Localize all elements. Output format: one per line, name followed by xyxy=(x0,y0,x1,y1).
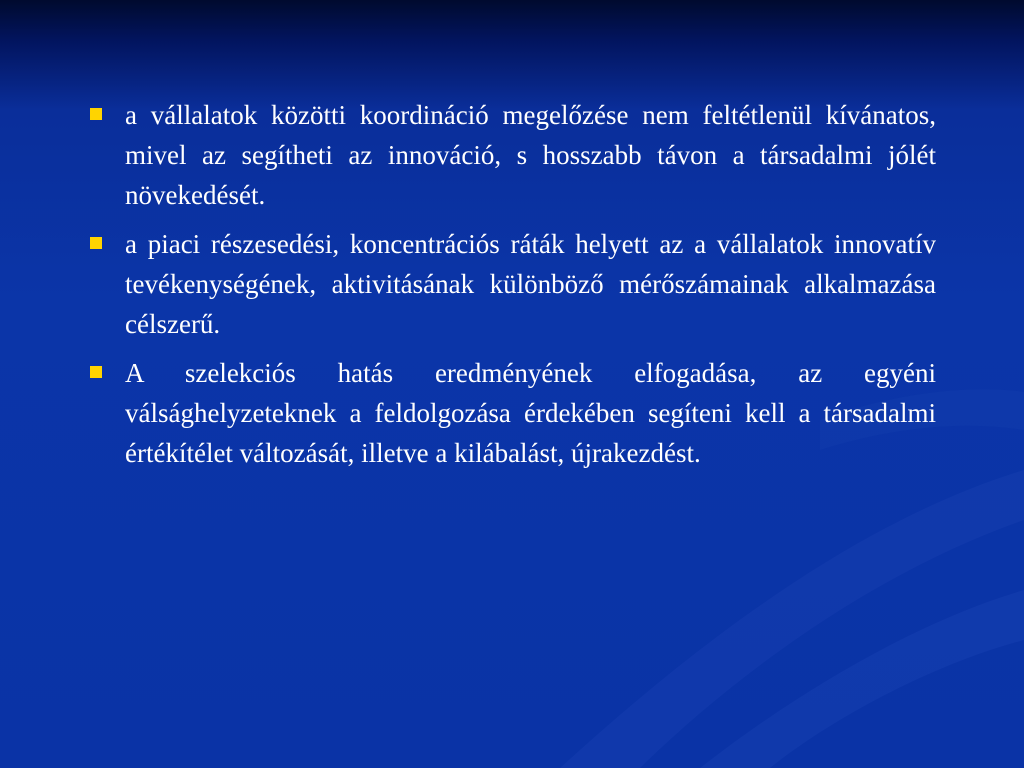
bullet-item xyxy=(88,95,936,215)
square-bullet-icon xyxy=(90,237,102,249)
bullet-item xyxy=(88,353,936,473)
square-bullet-icon xyxy=(90,108,102,120)
slide-content xyxy=(88,95,936,482)
bullet-text: a piaci részesedési, koncentrációs ráták helyett az a vállalatok innovatív tevékenységének, aktivitásának különböző mérőszámainak alkalmazása célszerű. xyxy=(125,229,936,339)
bullet-list xyxy=(88,95,936,473)
bullet-item xyxy=(88,224,936,344)
bullet-text: A szelekciós hatás eredményének elfogadása, az egyéni válsághelyzeteknek a feldolgozása érdekében segíteni kell a társadalmi értékítélet változását, illetve a kilábalást, újrakezdést. xyxy=(125,358,936,468)
bullet-text: a vállalatok közötti koordináció megelőzése nem feltétlenül kívánatos, mivel az segítheti az innováció, s hosszabb távon a társadalmi jólét növekedését. xyxy=(125,100,936,210)
square-bullet-icon xyxy=(90,366,102,378)
